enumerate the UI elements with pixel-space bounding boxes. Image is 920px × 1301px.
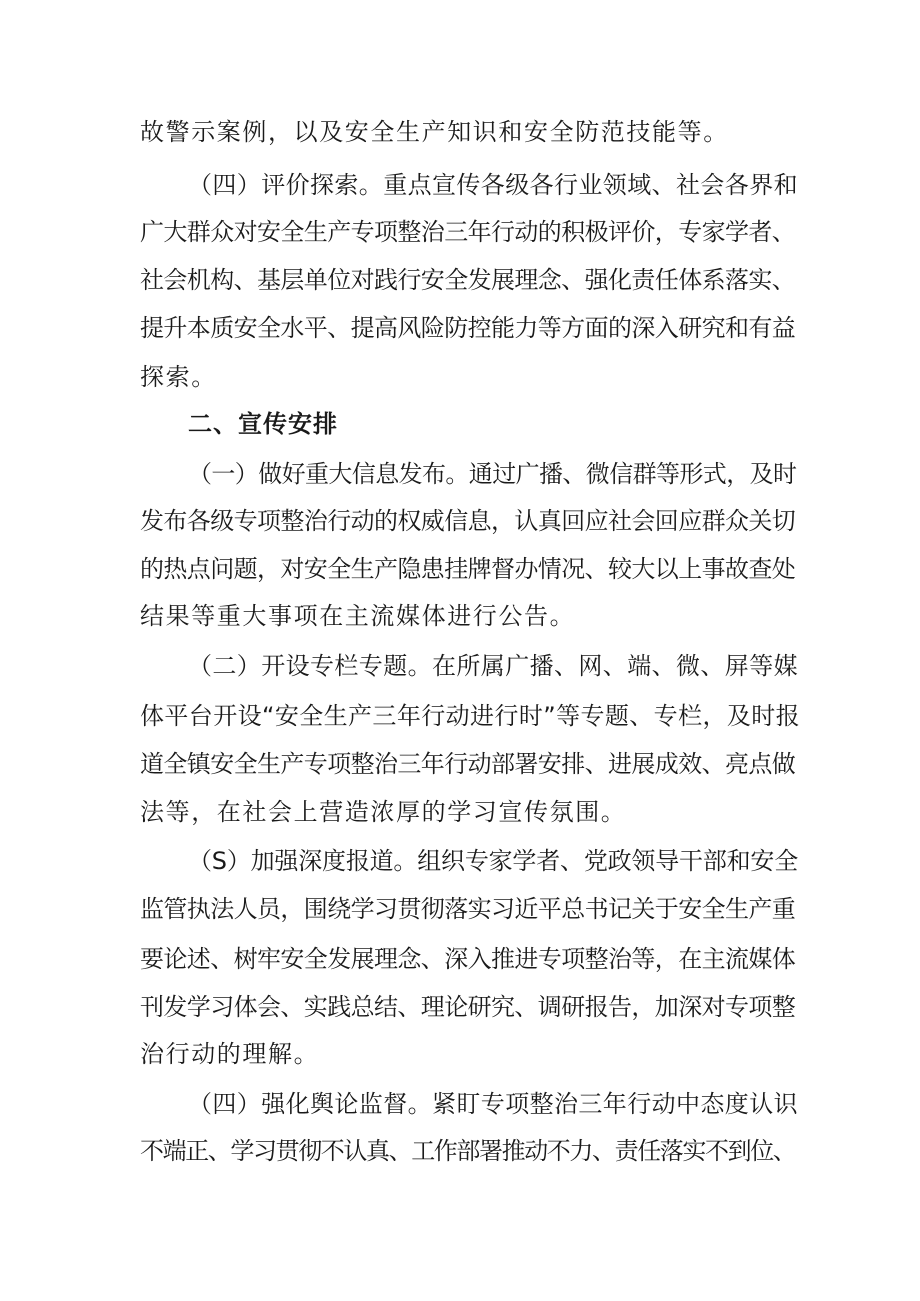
paragraph-line: 提升本质安全水平、提高风险防控能力等方面的深入研究和有益 [140,314,796,342]
paragraph-line: 结果等重大事项在主流媒体进行公告。 [140,602,576,630]
paragraph-line: 社会机构、基层单位对践行安全发展理念、强化责任体系落实、 [140,266,796,294]
paragraph-line: 探索。 [140,363,217,391]
paragraph-line: （一）做好重大信息发布。通过广播、微信群等形式，及时 [188,460,797,488]
paragraph-line: 道全镇安全生产专项整治三年行动部署安排、进展成效、亮点做 [140,750,796,778]
paragraph-line: 治行动的理解。 [140,1040,320,1068]
paragraph-line: （S）加强深度报道。组织专家学者、党政领导干部和安全 [188,847,799,875]
paragraph-line: 体平台开设“安全生产三年行动进行时”等专题、专栏，及时报 [140,702,801,730]
paragraph-line: 广大群众对安全生产专项整治三年行动的积极评价，专家学者、 [140,218,796,246]
paragraph-line: 要论述、树牢安全发展理念、深入推进专项整治等，在主流媒体 [140,945,796,973]
paragraph-line: 的热点问题，对安全生产隐患挂牌督办情况、较大以上事故查处 [140,555,796,583]
paragraph-line: （四）评价探索。重点宣传各级各行业领域、社会各界和 [188,171,798,199]
paragraph-line: 不端正、学习贯彻不认真、工作部署推动不力、责任落实不到位、 [140,1137,796,1165]
paragraph-line: 发布各级专项整治行动的权威信息，认真回应社会回应群众关切 [140,507,796,535]
paragraph-line: 故警示案例，以及安全生产知识和安全防范技能等。 [140,118,729,146]
paragraph-line: 法等，在社会上营造浓厚的学习宣传氛围。 [140,798,627,826]
paragraph-line: （二）开设专栏专题。在所属广播、网、端、微、屏等媒 [188,652,798,680]
paragraph-line: （四）强化舆论监督。紧盯专项整治三年行动中态度认识 [188,1090,798,1118]
paragraph-line: 刊发学习体会、实践总结、理论研究、调研报告，加深对专项整 [140,993,796,1021]
section-heading: 二、宣传安排 [188,410,338,438]
paragraph-line: 监管执法人员，围绕学习贯彻落实习近平总书记关于安全生产重 [140,895,796,923]
